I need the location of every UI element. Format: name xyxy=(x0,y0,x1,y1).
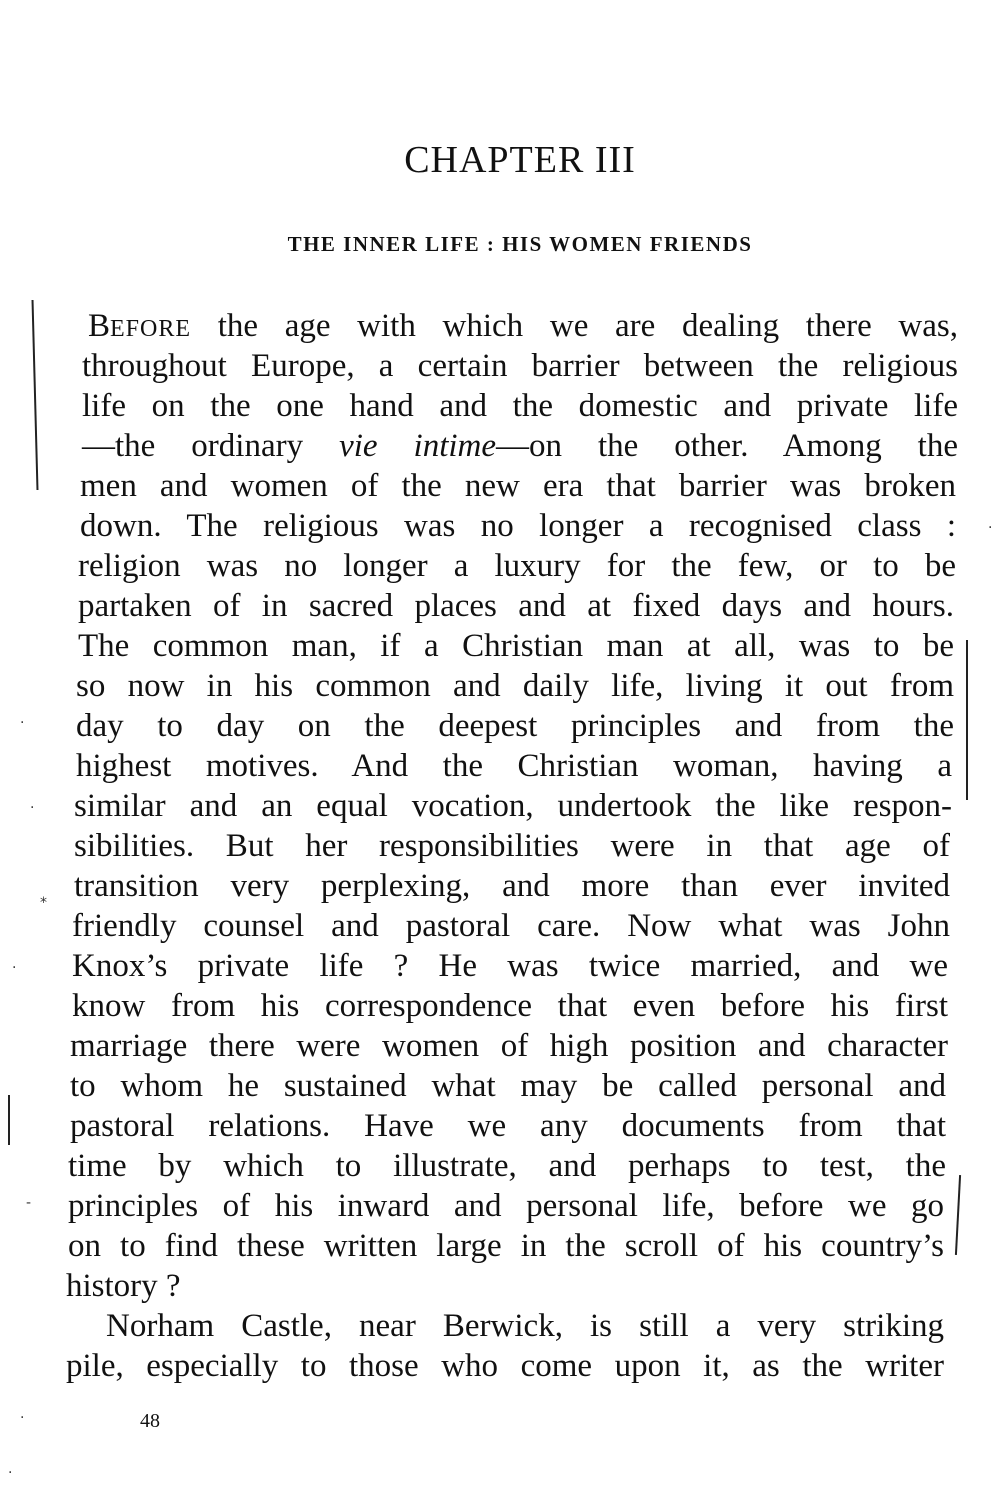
margin-speck: · xyxy=(8,1465,13,1481)
small-caps-rest: EFORE xyxy=(110,316,192,342)
text-line: partaken of in sacred places and at fixed days and hours. xyxy=(78,588,954,624)
italic-after: —on the other. Among the xyxy=(496,428,958,464)
text-line: know from his correspondence that even before his first xyxy=(72,988,948,1024)
text-line-short: history ? xyxy=(66,1268,181,1304)
margin-speck: · xyxy=(988,520,993,536)
text-line: principles of his inward and personal life, before we go xyxy=(68,1188,944,1224)
text-line: so now in his common and daily life, living it out from xyxy=(76,668,954,704)
small-caps-first-letter: B xyxy=(88,308,111,344)
margin-line-right-lower xyxy=(955,1175,961,1255)
text-line: time by which to illustrate, and perhaps to test, the xyxy=(68,1148,946,1184)
text-line-italic xyxy=(82,426,958,466)
text-line-1 xyxy=(88,306,958,346)
chapter-title: CHAPTER III xyxy=(404,139,636,181)
margin-line-left xyxy=(32,300,39,490)
margin-speck: · xyxy=(30,800,35,816)
text-line: The common man, if a Christian man at all, was to be xyxy=(78,628,954,664)
text-line: to whom he sustained what may be called personal and xyxy=(70,1068,946,1104)
text-line: men and women of the new era that barrier was broken xyxy=(80,468,956,504)
text-line: life on the one hand and the domestic and private life xyxy=(82,388,958,424)
text-line: Knox’s private life ? He was twice married, and we xyxy=(72,948,948,984)
text-line: on to find these written large in the scroll of his country’s xyxy=(68,1228,944,1264)
italic-phrase: vie intime xyxy=(339,428,497,464)
text-line: down. The religious was no longer a recognised class : xyxy=(80,508,956,544)
chapter-subtitle: THE INNER LIFE : HIS WOMEN FRIENDS xyxy=(287,232,753,256)
page-number: 48 xyxy=(140,1410,160,1432)
text-line: pastoral relations. Have we any documents from that xyxy=(70,1108,946,1144)
text-line-1-rest: the age with which we are dealing there was, xyxy=(191,308,958,344)
margin-speck: · xyxy=(20,715,25,731)
text-line: similar and an equal vocation, undertook the like respon- xyxy=(74,788,952,824)
margin-speck: * xyxy=(40,895,47,911)
text-line-indent: Norham Castle, near Berwick, is still a very striking xyxy=(106,1308,944,1344)
margin-speck: - xyxy=(26,1195,32,1211)
text-line: pile, especially to those who come upon it, as the writer xyxy=(66,1348,944,1384)
margin-line-right xyxy=(966,640,968,800)
margin-speck: · xyxy=(12,960,17,976)
text-line: throughout Europe, a certain barrier between the religious xyxy=(82,348,958,384)
text-line: transition very perplexing, and more than ever invited xyxy=(74,868,950,904)
text-line: highest motives. And the Christian woman, having a xyxy=(76,748,952,784)
italic-before: —the ordinary xyxy=(82,428,340,464)
text-line: marriage there were women of high position and character xyxy=(70,1028,948,1064)
text-line: day to day on the deepest principles and from the xyxy=(76,708,954,744)
margin-speck: · xyxy=(20,1410,25,1426)
text-line: sibilities. But her responsibilities were in that age of xyxy=(74,828,950,864)
text-line: friendly counsel and pastoral care. Now what was John xyxy=(72,908,950,944)
margin-line-left-lower xyxy=(8,1095,10,1145)
text-line: religion was no longer a luxury for the few, or to be xyxy=(78,548,956,584)
